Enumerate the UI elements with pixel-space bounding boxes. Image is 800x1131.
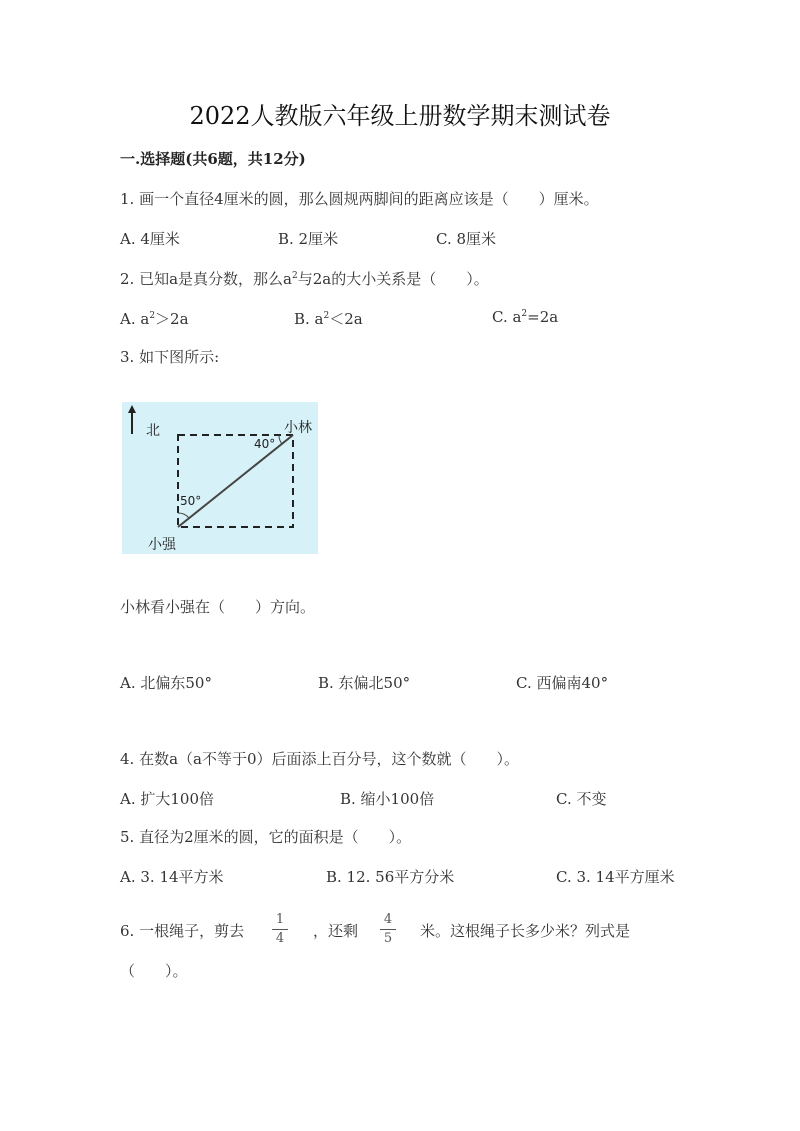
point-label-xiaolin: 小林 (284, 420, 312, 436)
question-2-option-a: A. $a^2>2a$ (120, 310, 189, 328)
angle-arc-bottom (178, 513, 189, 518)
question-3-option-a: A. 北偏东50° (120, 674, 212, 692)
question-1-stem: 1. 画一个直径4厘米的圆，那么圆规两脚间的距离应该是（ ）厘米。 (120, 190, 599, 208)
question-2-option-b: B. $a^2<2a$ (294, 310, 363, 328)
question-1-option-b: B. 2厘米 (278, 230, 339, 248)
north-label: 北 (146, 423, 160, 439)
question-6-stem-part1: 6. 一根绳子，剪去 (120, 922, 245, 940)
question-4-option-b: B. 缩小100倍 (340, 790, 435, 808)
question-1-option-a: A. 4厘米 (120, 230, 180, 248)
fraction-four-fifths (378, 912, 398, 947)
question-5-option-a: A. 3. 14平方米 (120, 868, 224, 886)
question-4-option-a: A. 扩大100倍 (120, 790, 214, 808)
question-3-option-c: C. 西偏南40° (516, 674, 609, 692)
diagonal-line (178, 435, 293, 527)
question-6-stem-part2: ，还剩 (313, 922, 359, 940)
question-5-stem: 5. 直径为2厘米的圆，它的面积是（ ）。 (120, 828, 412, 846)
question-4-stem: 4. 在数a（a不等于0）后面添上百分号，这个数就（ ）。 (120, 750, 520, 768)
angle-arc-top (279, 435, 282, 444)
question-3-option-b: B. 东偏北50° (318, 674, 411, 692)
question-5-option-c: C. 3. 14平方厘米 (556, 868, 675, 886)
question-1-option-c: C. 8厘米 (436, 230, 497, 248)
fraction-bar (272, 929, 288, 930)
question-3-stem: 3. 如下图所示: (120, 348, 220, 366)
question-2-stem: 2. 已知a是真分数，那么$a^2$与2a的大小关系是（ ）。 (120, 270, 489, 288)
direction-figure (122, 402, 318, 554)
question-2-option-c: C. $a^2=2a$ (492, 308, 559, 326)
fraction-denominator: 4 (275, 931, 285, 946)
question-5-option-b: B. 12. 56平方分米 (326, 868, 455, 886)
fraction-denominator: 5 (383, 931, 393, 946)
fraction-one-quarter (270, 912, 290, 947)
question-6-stem-part3: 米。这根绳子长多少米？列式是 (420, 922, 631, 940)
question-6-stem-line2: （ ）。 (120, 962, 188, 980)
question-4-option-c: C. 不变 (556, 790, 607, 808)
fraction-numerator: 1 (275, 912, 285, 927)
fraction-bar (380, 929, 396, 930)
point-label-xiaoqiang: 小强 (148, 537, 176, 553)
question-3-sub-stem: 小林看小强在（ ）方向。 (120, 598, 316, 616)
north-arrow-icon (128, 405, 136, 413)
angle-label-50: 50° (180, 494, 202, 508)
angle-label-40: 40° (254, 437, 276, 451)
page-title: 2022人教版六年级上册数学期末测试卷 (189, 102, 611, 130)
section-heading: 一.选择题(共6题，共12分) (120, 150, 306, 168)
fraction-numerator: 4 (383, 912, 393, 927)
